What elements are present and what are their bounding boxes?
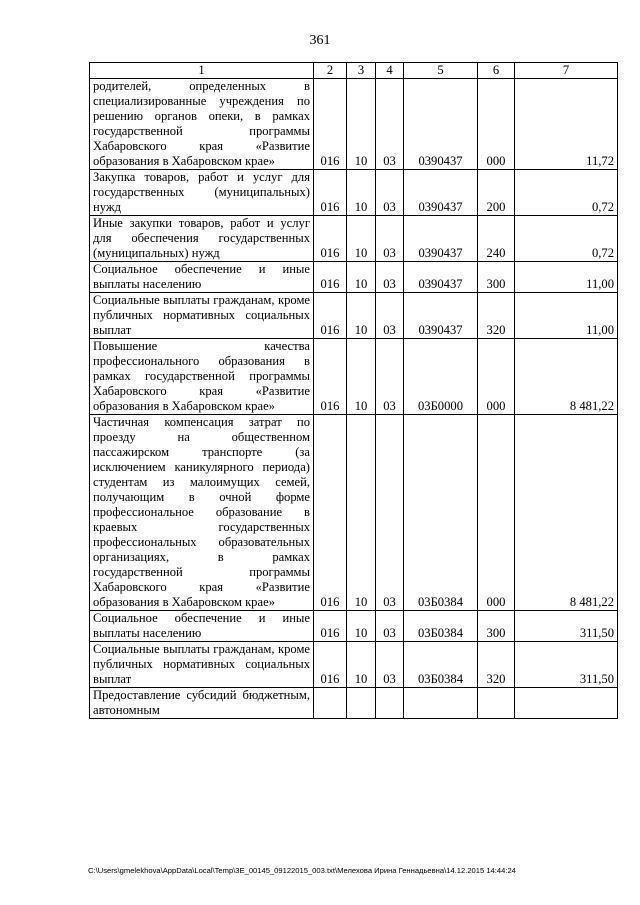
row-target-article: 0390437 [404, 170, 478, 216]
row-description: Предоставление субсидий бюджетным, автономным [90, 688, 314, 719]
row-ministry-code: 016 [314, 293, 347, 339]
row-ministry-code: 016 [314, 79, 347, 170]
row-target-article: 0390437 [404, 79, 478, 170]
row-subsection-code: 03 [376, 170, 404, 216]
row-target-article: 03Б0000 [404, 339, 478, 415]
row-section-code: 10 [347, 170, 376, 216]
footer-file-path: C:\Users\gmelekhova\AppData\Local\Temp\3E_00145_09122015_003.txt\Мелехова Ирина Геннадьевна\14.12.2015 14:44:24 [88, 866, 516, 875]
col-header-7: 7 [515, 63, 618, 79]
row-description: Закупка товаров, работ и услуг для государственных (муниципальных) нужд [90, 170, 314, 216]
row-section-code: 10 [347, 262, 376, 293]
row-ministry-code: 016 [314, 611, 347, 642]
row-subsection-code: 03 [376, 642, 404, 688]
col-header-5: 5 [404, 63, 478, 79]
row-subsection-code: 03 [376, 262, 404, 293]
table-row [90, 642, 618, 688]
row-expense-type: 000 [478, 415, 515, 611]
row-target-article: 0390437 [404, 262, 478, 293]
row-amount [515, 688, 618, 719]
row-subsection-code: 03 [376, 611, 404, 642]
row-target-article: 03Б0384 [404, 415, 478, 611]
row-subsection-code: 03 [376, 216, 404, 262]
table-row [90, 415, 618, 611]
row-ministry-code: 016 [314, 415, 347, 611]
row-target-article: 0390437 [404, 216, 478, 262]
row-section-code: 10 [347, 293, 376, 339]
table-row [90, 339, 618, 415]
row-amount: 8 481,22 [515, 415, 618, 611]
row-subsection-code [376, 688, 404, 719]
row-expense-type: 000 [478, 339, 515, 415]
row-description: Социальное обеспечение и иные выплаты населению [90, 262, 314, 293]
row-ministry-code: 016 [314, 262, 347, 293]
row-target-article: 03Б0384 [404, 611, 478, 642]
row-expense-type: 300 [478, 611, 515, 642]
row-amount: 311,50 [515, 611, 618, 642]
row-subsection-code: 03 [376, 339, 404, 415]
row-expense-type: 200 [478, 170, 515, 216]
row-expense-type [478, 688, 515, 719]
row-section-code: 10 [347, 339, 376, 415]
table-row [90, 688, 618, 719]
row-target-article [404, 688, 478, 719]
row-description: Повышение качества профессионального образования в рамках государственной программы Хабаровского края «Развитие образования в Хабаровском крае» [90, 339, 314, 415]
row-description: родителей, определенных в специализированные учреждения по решению органов опеки, в рамках государственной программы Хабаровского края «Развитие образования в Хабаровском крае» [90, 79, 314, 170]
table-row [90, 216, 618, 262]
col-header-3: 3 [347, 63, 376, 79]
row-ministry-code: 016 [314, 170, 347, 216]
table-row [90, 611, 618, 642]
row-section-code: 10 [347, 642, 376, 688]
col-header-1: 1 [90, 63, 314, 79]
row-subsection-code: 03 [376, 415, 404, 611]
row-description: Социальные выплаты гражданам, кроме публичных нормативных социальных выплат [90, 293, 314, 339]
row-target-article: 0390437 [404, 293, 478, 339]
row-expense-type: 300 [478, 262, 515, 293]
row-section-code: 10 [347, 611, 376, 642]
row-amount: 0,72 [515, 170, 618, 216]
row-description: Социальные выплаты гражданам, кроме публичных нормативных социальных выплат [90, 642, 314, 688]
col-header-2: 2 [314, 63, 347, 79]
row-subsection-code: 03 [376, 79, 404, 170]
row-section-code [347, 688, 376, 719]
row-ministry-code [314, 688, 347, 719]
row-expense-type: 320 [478, 293, 515, 339]
page-number: 361 [309, 33, 331, 48]
row-amount: 311,50 [515, 642, 618, 688]
row-ministry-code: 016 [314, 216, 347, 262]
budget-table [89, 62, 618, 719]
col-header-6: 6 [478, 63, 515, 79]
row-ministry-code: 016 [314, 642, 347, 688]
col-header-4: 4 [376, 63, 404, 79]
table-row [90, 170, 618, 216]
row-subsection-code: 03 [376, 293, 404, 339]
table-row [90, 262, 618, 293]
row-expense-type: 000 [478, 79, 515, 170]
table-row [90, 293, 618, 339]
row-description: Социальное обеспечение и иные выплаты населению [90, 611, 314, 642]
row-amount: 11,00 [515, 262, 618, 293]
table-row [90, 79, 618, 170]
row-section-code: 10 [347, 415, 376, 611]
row-expense-type: 240 [478, 216, 515, 262]
row-section-code: 10 [347, 216, 376, 262]
row-expense-type: 320 [478, 642, 515, 688]
row-amount: 11,72 [515, 79, 618, 170]
row-amount: 11,00 [515, 293, 618, 339]
row-description: Частичная компенсация затрат по проезду на общественном пассажирском транспорте (за исключением каникулярного периода) студентам из малоимущих семей, получающим в очной форме профессиональное образование в краевых государственных профессиональных образовательных организациях, в рамках государственной программы Хабаровского края «Развитие образования в Хабаровском крае» [90, 415, 314, 611]
table-body [90, 79, 618, 719]
row-target-article: 03Б0384 [404, 642, 478, 688]
row-description: Иные закупки товаров, работ и услуг для обеспечения государственных (муниципальных) нужд [90, 216, 314, 262]
row-amount: 8 481,22 [515, 339, 618, 415]
row-amount: 0,72 [515, 216, 618, 262]
row-section-code: 10 [347, 79, 376, 170]
row-ministry-code: 016 [314, 339, 347, 415]
header-row [90, 63, 618, 79]
